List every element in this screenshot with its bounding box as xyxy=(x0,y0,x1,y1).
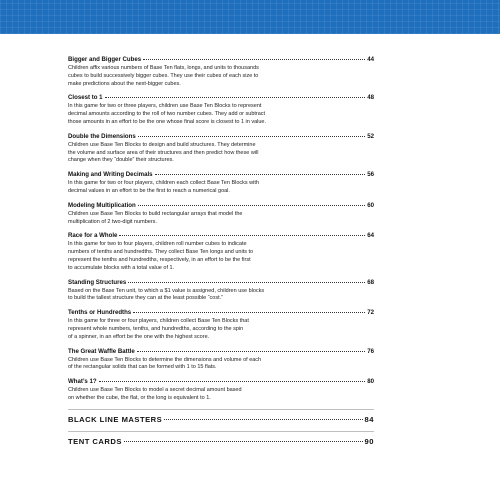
description-line: Children use Base Ten Blocks to model a secret decimal amount based xyxy=(68,387,242,394)
description-line: to accumulate blocks with a total value of 1. xyxy=(68,264,175,271)
description-line: In this game for three or four players, children collect Base Ten Blocks that xyxy=(68,318,249,325)
entry-description xyxy=(68,357,374,373)
entry-title: Standing Structures xyxy=(68,278,127,286)
toc-entry xyxy=(68,94,374,126)
leader-dots xyxy=(155,174,366,175)
description-line: cubes to build successively bigger cubes. They use their cubes of each size to xyxy=(68,72,259,79)
entry-heading xyxy=(68,56,374,64)
entry-title: Closest to 1 xyxy=(68,94,103,102)
entry-heading xyxy=(68,171,374,179)
description-line: those amounts in an effort to be the one whose final score is closest to 1 in value. xyxy=(68,118,267,125)
description-line: make predictions about the next-bigger cubes. xyxy=(68,80,181,87)
description-line: on whether the cube, the flat, or the long is equivalent to 1. xyxy=(68,394,211,401)
leader-dots xyxy=(138,205,366,206)
description-line: Based on the Base Ten unit, to which a $1 value is assigned, children use blocks xyxy=(68,287,265,294)
entry-description xyxy=(68,142,374,165)
toc-entry xyxy=(68,171,374,196)
toc-entry xyxy=(68,133,374,165)
section-page-number: 84 xyxy=(364,414,374,424)
leader-dots xyxy=(105,97,366,98)
entry-title: Modeling Multiplication xyxy=(68,201,136,209)
table-of-contents xyxy=(68,56,374,447)
description-line: In this game for two or four players, children each collect Base Ten Blocks with xyxy=(68,180,259,187)
toc-entry xyxy=(68,348,374,373)
section-title: TENT CARDS xyxy=(68,436,122,446)
description-line: change when they “double” their structures. xyxy=(68,157,174,164)
description-line: the volume and surface area of their structures and then predict how these will xyxy=(68,149,259,156)
entry-description xyxy=(68,288,374,304)
description-line: to build the tallest structure they can at the least possible “cost.” xyxy=(68,295,223,302)
entry-heading xyxy=(68,232,374,240)
entry-title: Bigger and Bigger Cubes xyxy=(68,56,142,63)
toc-entry xyxy=(68,202,374,227)
description-line: In this game for two to four players, children roll number cubes to indicate xyxy=(68,241,247,248)
entry-page-number: 52 xyxy=(367,132,374,140)
description-line: decimal amounts according to the roll of two number cubes. They add or subtract xyxy=(68,111,266,118)
section-title: BLACK LINE MASTERS xyxy=(68,414,163,424)
toc-entry xyxy=(68,378,374,403)
leader-dots xyxy=(124,441,363,442)
leader-dots xyxy=(133,312,365,313)
entry-heading xyxy=(68,133,374,141)
entry-description xyxy=(68,180,374,196)
entry-title: What’s 1? xyxy=(68,378,97,386)
toc-section-entry xyxy=(68,414,374,425)
toc-entry xyxy=(68,279,374,304)
toc-entry xyxy=(68,309,374,341)
description-line: Children affix various numbers of Base Ten flats, longs, and units to thousands xyxy=(68,65,259,71)
entry-heading xyxy=(68,378,374,386)
entry-page-number: 68 xyxy=(367,278,374,286)
description-line: of the rectangular solids that can be formed with 1 to 15 flats. xyxy=(68,364,217,371)
description-line: numbers of tenths and hundredths. They collect Base Ten longs and units to xyxy=(68,249,254,256)
leader-dots xyxy=(119,235,365,236)
description-line: multiplication of 2 two-digit numbers. xyxy=(68,218,157,225)
entry-page-number: 76 xyxy=(367,347,374,355)
leader-dots xyxy=(164,419,362,420)
section-divider xyxy=(68,431,374,432)
toc-entry xyxy=(68,56,374,88)
entry-description xyxy=(68,103,374,126)
entry-description xyxy=(68,65,374,88)
entry-title: Tenths or Hundredths xyxy=(68,309,132,317)
header-band xyxy=(0,0,500,34)
entry-description xyxy=(68,241,374,272)
leader-dots xyxy=(137,351,365,352)
entry-description xyxy=(68,318,374,341)
section-page-number: 90 xyxy=(364,436,374,446)
toc-section-entry xyxy=(68,436,374,447)
entry-description xyxy=(68,211,374,227)
entry-page-number: 60 xyxy=(367,201,374,209)
entry-page-number: 80 xyxy=(367,378,374,386)
entry-heading xyxy=(68,309,374,317)
entry-heading xyxy=(68,94,374,102)
entry-description xyxy=(68,387,374,403)
leader-dots xyxy=(99,381,366,382)
leader-dots xyxy=(138,136,366,137)
description-line: Children use Base Ten Blocks to determine the dimensions and volume of each xyxy=(68,356,262,363)
description-line: represent the tenths and hundredths, respectively, in an effort to be the first xyxy=(68,256,251,263)
entry-heading xyxy=(68,202,374,210)
entry-page-number: 64 xyxy=(367,232,374,240)
leader-dots xyxy=(128,282,365,283)
description-line: decimal values in an effort to be the first to reach a numerical goal. xyxy=(68,187,230,194)
description-line: Children use Base Ten Blocks to design and build structures. They determine xyxy=(68,141,256,148)
description-line: Children use Base Ten Blocks to build rectangular arrays that model the xyxy=(68,210,243,217)
description-line: In this game for two or three players, children use Base Ten Blocks to represent xyxy=(68,103,262,110)
entry-title: The Great Waffle Battle xyxy=(68,347,135,355)
entry-title: Race for a Whole xyxy=(68,232,118,240)
entry-page-number: 72 xyxy=(367,309,374,317)
description-line: of a spinner, in an effort be the one with the highest score. xyxy=(68,333,210,340)
toc-entry xyxy=(68,232,374,272)
entry-page-number: 48 xyxy=(367,94,374,102)
entry-title: Double the Dimensions xyxy=(68,132,136,140)
entry-heading xyxy=(68,279,374,287)
leader-dots xyxy=(143,59,365,60)
section-divider xyxy=(68,409,374,410)
entry-title: Making and Writing Decimals xyxy=(68,171,153,179)
entry-page-number: 56 xyxy=(367,171,374,179)
description-line: represent whole numbers, tenths, and hundredths, according to the spin xyxy=(68,325,244,332)
entry-heading xyxy=(68,348,374,356)
entry-page-number: 44 xyxy=(367,56,374,63)
